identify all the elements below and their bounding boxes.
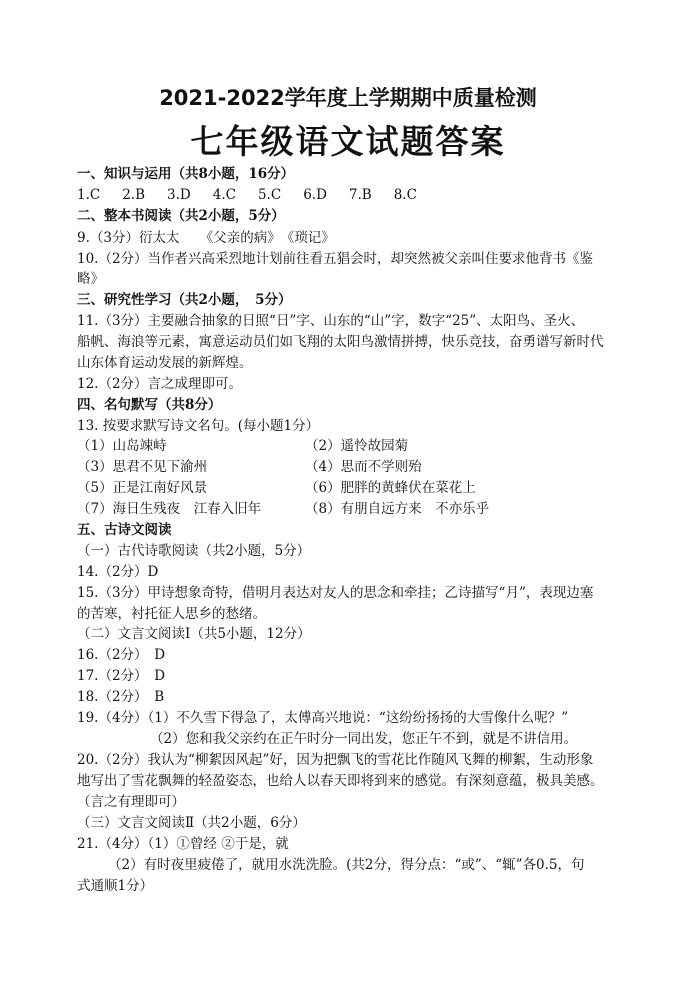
answer-5: 5.C: [257, 187, 282, 203]
answer-6: 6.D: [303, 187, 327, 203]
answer-10-line-2: 略》: [77, 271, 104, 287]
answer-13-intro: 13. 按要求默写诗文名句。(每小题1分）: [77, 418, 320, 434]
section-5-part-1-heading: （一）古代诗歌阅读（共2小题，5分）: [77, 543, 311, 559]
section-2-heading: 二、整本书阅读（共2小题，5分）: [77, 208, 285, 224]
answer-8: 8.C: [393, 187, 417, 203]
answer-20-line-3: （言之有理即可）: [77, 794, 185, 810]
answer-15-line-2: 的苦寒，衬托征人思乡的愁绪。: [77, 606, 266, 622]
answer-20-line-1: 20.（2分）我认为“柳絮因风起”好，因为把飘飞的雪花比作随风飞舞的柳絮，生动形象: [77, 752, 594, 768]
section-5-part-2-heading: （二）文言文阅读Ⅰ（共5小题，12分）: [77, 626, 311, 642]
answer-13-item-5: （5）正是江南好风景: [77, 480, 208, 496]
answer-11-line-2: 船帆、海浪等元素，寓意运动员们如飞翔的太阳鸟激情拼搏，快乐竞技，奋勇谱写新时代: [77, 334, 604, 350]
section-3-heading: 三、研究性学习（共2小题， 5分）: [77, 292, 292, 308]
answer-20-line-2: 地写出了雪花飘舞的轻盈姿态，也给人以春天即将到来的感觉。有深刻意蕴，极具美感。: [77, 773, 604, 789]
answer-15-line-1: 15.（3分）甲诗想象奇特，借明月表达对友人的思念和牵挂；乙诗描写“月”，表现边塞: [77, 585, 594, 601]
answer-3: 3.D: [167, 187, 191, 203]
answer-13-item-7: （7）海日生残夜 江春入旧年: [77, 501, 262, 517]
answer-13-item-2: （2）遥怜故园菊: [305, 438, 409, 454]
answer-11-line-3: 山东体育运动发展的新辉煌。: [77, 355, 253, 371]
section-1-answers: [77, 185, 439, 205]
answer-19-line-1: 19.（4分）（1）不久雪下得急了，太傅高兴地说：“这纷纷扬扬的大雪像什么呢？”: [77, 710, 569, 726]
section-5-part-3-heading: （三）文言文阅读Ⅱ（共2小题，6分）: [77, 815, 306, 831]
answer-18: 18.（2分） B: [77, 689, 165, 705]
answer-2: 2.B: [122, 187, 146, 203]
document-title: 七年级语文试题答案: [190, 122, 506, 161]
answer-12: 12.（2分）言之成理即可。: [77, 376, 243, 392]
answer-19-line-2: （2）您和我父亲约在正午时分一同出发，您正午不到，就是不讲信用。: [150, 731, 578, 747]
answer-13-item-3: （3）思君不见下渝州: [77, 459, 208, 475]
answer-21-line-2: （2）有时夜里疲倦了，就用水洗洗脸。(共2分，得分点：“或”、“辄”各0.5，句: [108, 857, 585, 873]
answer-13-item-4: （4）思而不学则殆: [305, 459, 422, 475]
answer-17: 17.（2分） D: [77, 668, 166, 684]
answer-13-item-6: （6）肥胖的黄蜂伏在菜花上: [305, 480, 476, 496]
answer-21-line-1: 21.（4分）（1）①曾经 ②于是，就: [77, 836, 289, 852]
answer-7: 7.B: [348, 187, 372, 203]
section-4-heading: 四、名句默写（共8分）: [77, 397, 222, 413]
answer-13-item-1: （1）山岛竦峙: [77, 438, 167, 454]
answer-11-line-1: 11.（3分）主要融合抽象的日照“日”字、山东的“山”字，数字“25”、太阳鸟、圣火、: [77, 313, 585, 329]
answer-4: 4.C: [212, 187, 236, 203]
answer-9: 9.（3分）衍太太 《父亲的病》 《琐记》: [77, 230, 335, 246]
section-1-heading: 一、知识与运用（共8小题，16分）: [77, 166, 295, 182]
answer-16: 16.（2分） D: [77, 647, 166, 663]
section-5-heading: 五、古诗文阅读: [77, 522, 172, 538]
answer-13-item-8: （8）有朋自远方来 不亦乐乎: [305, 501, 490, 517]
answer-1: 1.C: [77, 187, 101, 203]
exam-title: 2021-2022学年度上学期期中质量检测: [159, 86, 537, 110]
answer-14: 14.（2分）D: [77, 564, 159, 580]
answer-21-line-3: 式通顺1分）: [77, 878, 154, 894]
answer-10-line-1: 10.（2分）当作者兴高采烈地计划前往看五猖会时，却突然被父亲叫住要求他背书《鉴: [77, 251, 594, 267]
